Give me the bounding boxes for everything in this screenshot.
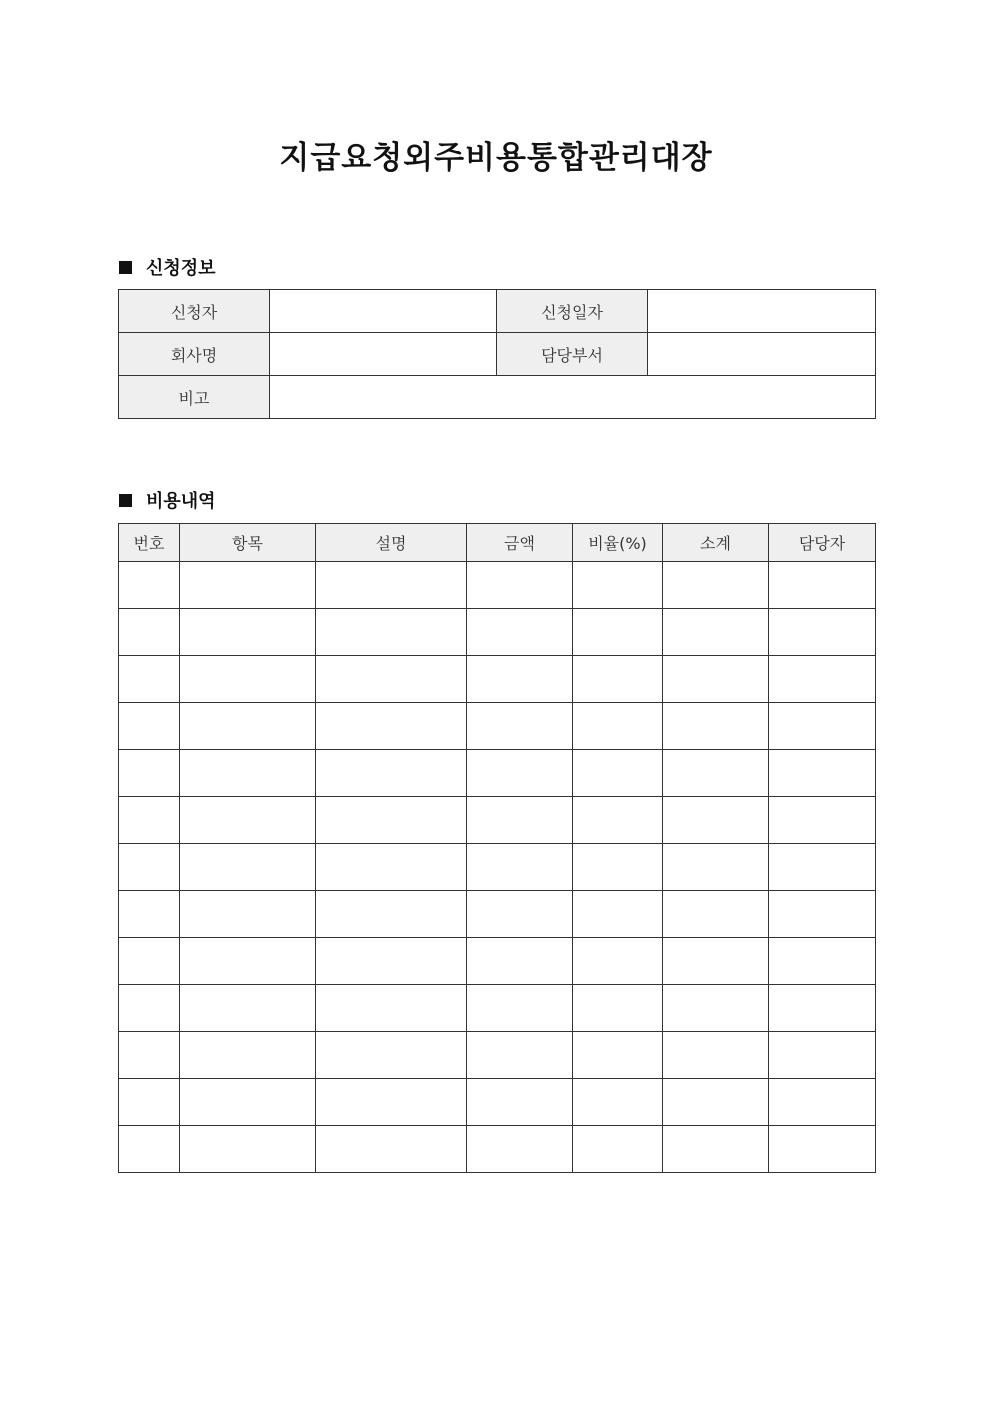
apply-date-label: 신청일자 <box>497 290 648 333</box>
number-cell[interactable] <box>119 703 180 750</box>
ratio-cell[interactable] <box>573 703 663 750</box>
item-cell[interactable] <box>180 844 316 891</box>
item-cell[interactable] <box>180 562 316 609</box>
ratio-cell[interactable] <box>573 985 663 1032</box>
table-row <box>119 797 876 844</box>
subtotal-cell[interactable] <box>663 1079 769 1126</box>
ratio-cell[interactable] <box>573 938 663 985</box>
apply-date-field[interactable] <box>648 290 876 333</box>
subtotal-cell[interactable] <box>663 985 769 1032</box>
amount-cell[interactable] <box>467 938 573 985</box>
table-row <box>119 750 876 797</box>
square-bullet-icon <box>119 261 132 274</box>
description-cell[interactable] <box>316 844 467 891</box>
ratio-cell[interactable] <box>573 797 663 844</box>
ratio-cell[interactable] <box>573 750 663 797</box>
item-cell[interactable] <box>180 891 316 938</box>
description-cell[interactable] <box>316 1079 467 1126</box>
company-field[interactable] <box>270 333 497 376</box>
table-row <box>119 985 876 1032</box>
manager-cell[interactable] <box>769 656 876 703</box>
column-header-subtotal: 소계 <box>663 524 769 562</box>
column-header-number: 번호 <box>119 524 180 562</box>
ratio-cell[interactable] <box>573 609 663 656</box>
table-row <box>119 609 876 656</box>
description-cell[interactable] <box>316 750 467 797</box>
table-header-row <box>119 524 876 562</box>
document-title: 지급요청외주비용통합관리대장 <box>279 140 713 176</box>
amount-cell[interactable] <box>467 1032 573 1079</box>
subtotal-cell[interactable] <box>663 891 769 938</box>
manager-cell[interactable] <box>769 985 876 1032</box>
column-header-ratio: 비율(%) <box>573 524 663 562</box>
remarks-field[interactable] <box>270 376 876 419</box>
applicant-field[interactable] <box>270 290 497 333</box>
number-cell[interactable] <box>119 656 180 703</box>
subtotal-cell[interactable] <box>663 938 769 985</box>
item-cell[interactable] <box>180 985 316 1032</box>
table-row <box>119 844 876 891</box>
applicant-section-title: 신청정보 <box>146 258 216 279</box>
cost-detail-table <box>118 523 876 1173</box>
subtotal-cell[interactable] <box>663 562 769 609</box>
number-cell[interactable] <box>119 1126 180 1173</box>
amount-cell[interactable] <box>467 844 573 891</box>
amount-cell[interactable] <box>467 750 573 797</box>
number-cell[interactable] <box>119 938 180 985</box>
subtotal-cell[interactable] <box>663 1032 769 1079</box>
table-row <box>119 938 876 985</box>
manager-cell[interactable] <box>769 609 876 656</box>
applicant-section-heading <box>119 254 216 280</box>
ratio-cell[interactable] <box>573 1126 663 1173</box>
amount-cell[interactable] <box>467 891 573 938</box>
table-row <box>119 290 876 333</box>
number-cell[interactable] <box>119 797 180 844</box>
subtotal-cell[interactable] <box>663 1126 769 1173</box>
description-cell[interactable] <box>316 609 467 656</box>
number-cell[interactable] <box>119 844 180 891</box>
item-cell[interactable] <box>180 1126 316 1173</box>
number-cell[interactable] <box>119 609 180 656</box>
department-field[interactable] <box>648 333 876 376</box>
number-cell[interactable] <box>119 1032 180 1079</box>
item-cell[interactable] <box>180 797 316 844</box>
manager-cell[interactable] <box>769 891 876 938</box>
manager-cell[interactable] <box>769 1079 876 1126</box>
subtotal-cell[interactable] <box>663 703 769 750</box>
column-header-description: 설명 <box>316 524 467 562</box>
column-header-manager: 담당자 <box>769 524 876 562</box>
manager-cell[interactable] <box>769 703 876 750</box>
number-cell[interactable] <box>119 985 180 1032</box>
item-cell[interactable] <box>180 703 316 750</box>
ratio-cell[interactable] <box>573 1079 663 1126</box>
table-row <box>119 1079 876 1126</box>
description-cell[interactable] <box>316 797 467 844</box>
subtotal-cell[interactable] <box>663 844 769 891</box>
amount-cell[interactable] <box>467 1126 573 1173</box>
item-cell[interactable] <box>180 1079 316 1126</box>
description-cell[interactable] <box>316 985 467 1032</box>
table-row <box>119 1126 876 1173</box>
ratio-cell[interactable] <box>573 891 663 938</box>
amount-cell[interactable] <box>467 797 573 844</box>
amount-cell[interactable] <box>467 1079 573 1126</box>
manager-cell[interactable] <box>769 562 876 609</box>
square-bullet-icon <box>119 494 132 507</box>
remarks-label: 비고 <box>119 376 270 419</box>
ratio-cell[interactable] <box>573 562 663 609</box>
applicant-label: 신청자 <box>119 290 270 333</box>
description-cell[interactable] <box>316 656 467 703</box>
cost-section-title: 비용내역 <box>146 491 216 512</box>
description-cell[interactable] <box>316 1032 467 1079</box>
table-row <box>119 333 876 376</box>
subtotal-cell[interactable] <box>663 656 769 703</box>
description-cell[interactable] <box>316 703 467 750</box>
amount-cell[interactable] <box>467 985 573 1032</box>
description-cell[interactable] <box>316 938 467 985</box>
item-cell[interactable] <box>180 609 316 656</box>
table-row <box>119 376 876 419</box>
amount-cell[interactable] <box>467 562 573 609</box>
table-row <box>119 1032 876 1079</box>
ratio-cell[interactable] <box>573 844 663 891</box>
number-cell[interactable] <box>119 750 180 797</box>
ratio-cell[interactable] <box>573 656 663 703</box>
manager-cell[interactable] <box>769 938 876 985</box>
manager-cell[interactable] <box>769 750 876 797</box>
number-cell[interactable] <box>119 1079 180 1126</box>
item-cell[interactable] <box>180 1032 316 1079</box>
table-row <box>119 703 876 750</box>
manager-cell[interactable] <box>769 1032 876 1079</box>
cost-section-heading <box>119 487 216 513</box>
amount-cell[interactable] <box>467 703 573 750</box>
description-cell[interactable] <box>316 1126 467 1173</box>
number-cell[interactable] <box>119 891 180 938</box>
column-header-amount: 금액 <box>467 524 573 562</box>
item-cell[interactable] <box>180 750 316 797</box>
table-row <box>119 562 876 609</box>
applicant-info-table <box>118 289 876 419</box>
amount-cell[interactable] <box>467 656 573 703</box>
description-cell[interactable] <box>316 891 467 938</box>
description-cell[interactable] <box>316 562 467 609</box>
manager-cell[interactable] <box>769 1126 876 1173</box>
amount-cell[interactable] <box>467 609 573 656</box>
number-cell[interactable] <box>119 562 180 609</box>
table-row <box>119 656 876 703</box>
table-row <box>119 891 876 938</box>
column-header-item: 항목 <box>180 524 316 562</box>
manager-cell[interactable] <box>769 797 876 844</box>
subtotal-cell[interactable] <box>663 609 769 656</box>
cost-table-body <box>119 562 876 1173</box>
subtotal-cell[interactable] <box>663 797 769 844</box>
ratio-cell[interactable] <box>573 1032 663 1079</box>
subtotal-cell[interactable] <box>663 750 769 797</box>
company-label: 회사명 <box>119 333 270 376</box>
item-cell[interactable] <box>180 938 316 985</box>
item-cell[interactable] <box>180 656 316 703</box>
manager-cell[interactable] <box>769 844 876 891</box>
department-label: 담당부서 <box>497 333 648 376</box>
